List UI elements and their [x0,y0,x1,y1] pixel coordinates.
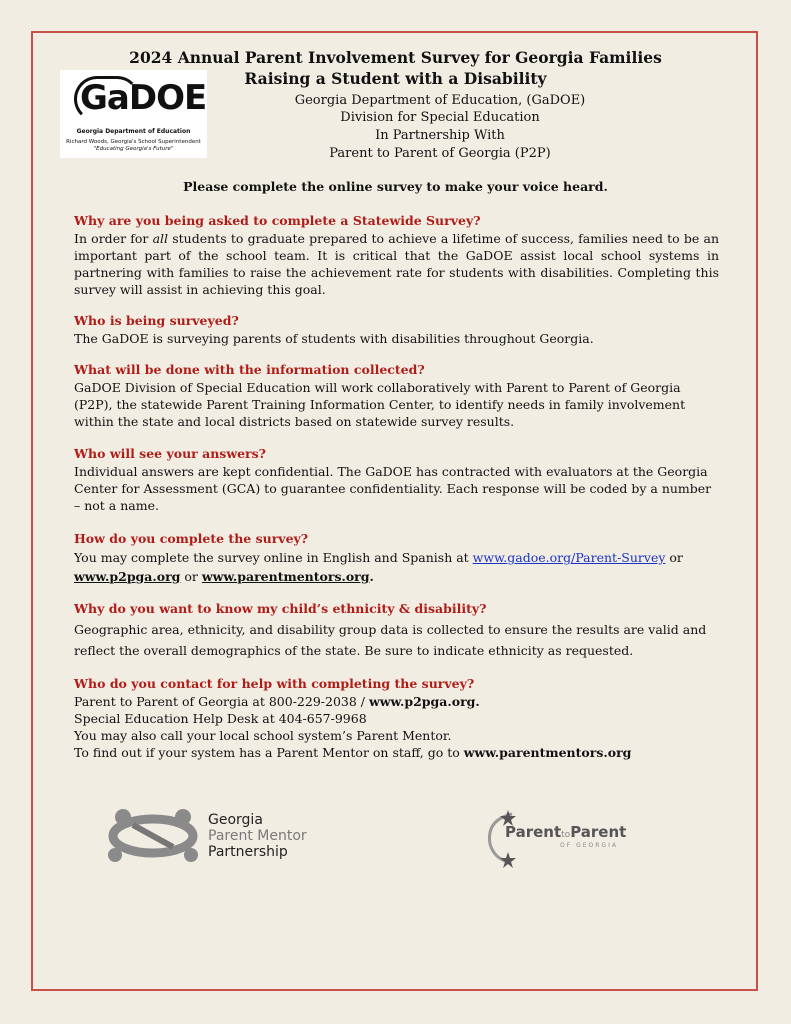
p2pga-link[interactable]: www.p2pga.org [74,569,181,584]
answer-paragraph: You may complete the survey online in English and Spanish at www.gadoe.org/Parent-Survey or www.p2pga.org or www.parentmentors.org. [74,550,683,584]
parentmentors-help-link[interactable]: www.parentmentors.org [463,745,632,760]
call-to-action: Please complete the online survey to make your voice heard. [183,179,608,194]
gpmp-people-icon [103,805,203,867]
gadoe-survey-link[interactable]: www.gadoe.org/Parent-Survey [472,550,666,565]
help-line-p2p: Parent to Parent of Georgia at 800-229-2038 / www.p2pga.org. [74,694,480,709]
org-line: Georgia Department of Education, (GaDOE) [294,93,586,108]
p2p-logo-subtext: OF GEORGIA [560,842,618,849]
gpmp-logo-text: Georgia Parent Mentor Partnership [208,812,307,860]
logo-motto-text: "Educating Georgia's Future" [93,146,174,152]
help-contact-list [74,693,719,761]
question-heading: What will be done with the information collected? [74,362,425,377]
org-line: Parent to Parent of Georgia (P2P) [329,146,551,161]
answer-paragraph: Geographic area, ethnicity, and disability group data is collected to ensure the results are valid and reflect the overall demographics of the state. Be sure to indicate ethnicity as requested. [74,622,707,658]
org-line: In Partnership With [375,128,505,143]
survey-subtitle: Raising a Student with a Disability [244,69,547,88]
answer-paragraph: In order for all students to graduate prepared to achieve a lifetime of success, families need to be an important part of the school team. It is critical that the GaDOE assist local school systems in partnering with families to raise the achievement rate for students with disabilities. Completing this survey will assist in achieving this goal. [74,231,719,297]
answer-paragraph: GaDOE Division of Special Education will work collaboratively with Parent to Parent of Georgia (P2P), the statewide Parent Training Information Center, to identify needs in family involvement within the state and local districts based on statewide survey results. [74,380,686,429]
logo-wordmark: GaDOE [80,78,207,118]
answer-paragraph: The GaDOE is surveying parents of students with disabilities throughout Georgia. [74,331,594,346]
help-line-parent-mentor: You may also call your local school system’s Parent Mentor. [74,728,452,743]
p2pga-help-link[interactable]: www.p2pga.org. [368,694,480,709]
parentmentors-link[interactable]: www.parentmentors.org [201,569,370,584]
answer-paragraph: Individual answers are kept confidential. The GaDOE has contracted with evaluators at the Georgia Center for Assessment (GCA) to guarantee confidentiality. Each response will be coded by a number – not a name. [74,464,712,513]
question-heading: Why are you being asked to complete a Statewide Survey? [74,213,481,228]
question-heading: Who is being surveyed? [74,313,239,328]
help-line-find-mentor: To find out if your system has a Parent Mentor on staff, go to www.parentmentors.org [74,745,632,760]
question-heading: Who will see your answers? [74,446,266,461]
question-heading: Why do you want to know my child’s ethnicity & disability? [74,601,487,616]
logo-superintendent-text: Richard Woods, Georgia's School Superintendent [66,139,201,145]
question-heading: How do you complete the survey? [74,531,309,546]
question-heading: Who do you contact for help with completing the survey? [74,676,475,691]
org-line: Division for Special Education [340,110,540,125]
p2p-logo-text: ParenttoParent [505,823,627,841]
help-line-helpdesk: Special Education Help Desk at 404-657-9968 [74,711,367,726]
logo-dept-text: Georgia Department of Education [76,128,191,135]
survey-title: 2024 Annual Parent Involvement Survey for Georgia Families [129,48,662,67]
